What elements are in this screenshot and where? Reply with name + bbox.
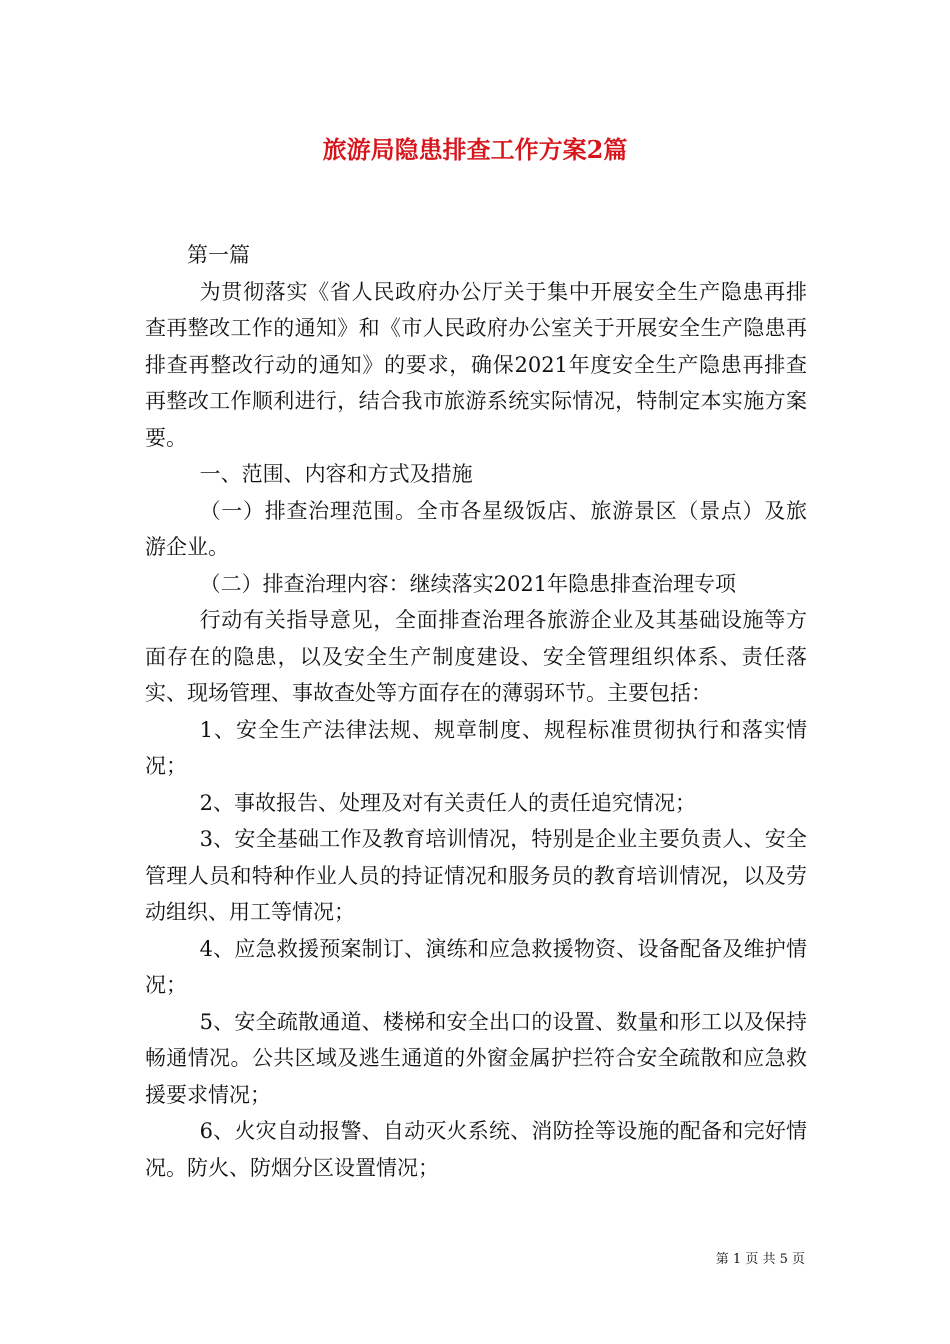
list-item-2: 2、事故报告、处理及对有关责任人的责任追究情况； [199, 790, 696, 815]
page-number-footer: 第 1 页 共 5 页 [715, 1252, 805, 1267]
section-heading-first-part: 第一篇 [187, 243, 250, 267]
section-heading-scope: 一、范围、内容和方式及措施 [199, 462, 473, 486]
paragraph-content-heading: （二）排查治理内容：继续落实2021年隐患排查治理专项 [199, 571, 737, 596]
document-title: 旅游局隐患排查工作方案2篇 [322, 135, 628, 164]
intro-paragraph: 为贯彻落实《省人民政府办公厅关于集中开展安全生产隐患再排查再整改工作的通知》和《市人民政府办公室关于开展安全生产隐患再排查再整改行动的通知》的要求，确保2021年度安全生产隐患再排查再整改工作顺利进行，结合我市旅游系统实际情况，特制定本实施方案要。 [145, 279, 807, 450]
list-item-5: 5、安全疏散通道、楼梯和安全出口的设置、数量和形工以及保持畅通情况。公共区域及逃生通道的外窗金属护拦符合安全疏散和应急救援要求情况； [145, 1009, 807, 1107]
list-item-6: 6、火灾自动报警、自动灭火系统、消防拴等设施的配备和完好情况。防火、防烟分区设置情况； [145, 1119, 807, 1180]
list-item-3: 3、安全基础工作及教育培训情况，特别是企业主要负责人、安全管理人员和特种作业人员的持证情况和服务员的教育培训情况，以及劳动组织、用工等情况； [145, 827, 807, 924]
paragraph-scope: （一）排查治理范围。全市各星级饭店、旅游景区（景点）及旅游企业。 [145, 498, 807, 559]
list-item-1: 1、安全生产法律法规、规章制度、规程标准贯彻执行和落实情况； [145, 717, 807, 778]
paragraph-content: 行动有关指导意见，全面排查治理各旅游企业及其基础设施等方面存在的隐患，以及安全生产制度建设、安全管理组织体系、责任落实、现场管理、事故查处等方面存在的薄弱环节。主要包括： [145, 608, 807, 705]
list-item-4: 4、应急救援预案制订、演练和应急救援物资、设备配备及维护情况； [145, 936, 807, 997]
document-body [145, 237, 807, 1186]
